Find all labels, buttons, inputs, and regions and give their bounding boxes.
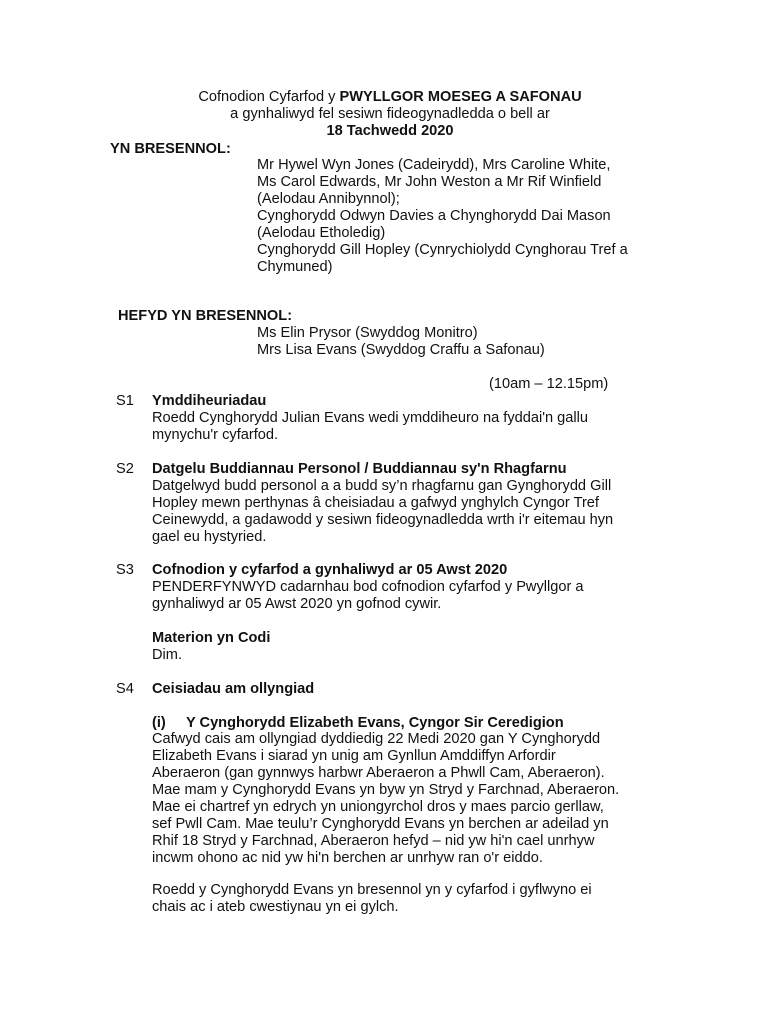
section-heading-s3: Cofnodion y cyfarfod a gynhaliwyd ar 05 Awst 2020 <box>152 562 508 578</box>
also-present-label: HEFYD YN BRESENNOL: <box>118 308 293 324</box>
document-title <box>0 89 770 106</box>
committee-name: PWYLLGOR MOESEG A SAFONAU <box>339 89 582 105</box>
present-list: Mr Hywel Wyn Jones (Cadeirydd), Mrs Caroline White, Ms Carol Edwards, Mr John Weston a Mr Rif Winfield (Aelodau Annibynnol); Cynghorydd Odwyn Davies a Chynghorydd Dai Mason (Aelodau Etholedig) Cynghorydd Gill Hopley (Cynrychiolydd Cynghorau Tref a Chymuned) <box>257 157 628 275</box>
meeting-format: a gynhaliwyd fel sesiwn fideogynadledda o bell ar <box>230 106 550 122</box>
section-heading-s2: Datgelu Buddiannau Personol / Buddiannau sy'n Rhagfarnu <box>152 461 567 477</box>
section-body-s3: PENDERFYNWYD cadarnhau bod cofnodion cyfarfod y Pwyllgor a gynhaliwyd ar 05 Awst 2020 yn gofnod cywir. <box>152 579 584 612</box>
also-present-list: Ms Elin Prysor (Swyddog Monitro) Mrs Lisa Evans (Swyddog Craffu a Safonau) <box>257 325 545 358</box>
section-number-s2: S2 <box>116 461 134 477</box>
meeting-time: (10am – 12.15pm) <box>489 376 609 392</box>
item-body-i: Cafwyd cais am ollyngiad dyddiedig 22 Medi 2020 gan Y Cynghorydd Elizabeth Evans i siarad yn unig am Gynllun Amddiffyn Arfordir Aberaeron (gan gynnwys harbwr Aberaeron a Phwll Cam, Aberaeron). Mae mam y Cynghorydd Evans yn byw yn Stryd y Farchnad, Aberaeron. Mae ei chartref yn edrych yn uniongyrchol dros y maes parcio gerllaw, sef Pwll Cam. Mae teulu’r Cynghorydd Evans yn berchen ar adeilad yn Rhif 18 Stryd y Farchnad, Aberaeron hefyd – nid yw hi'n cael unrhyw incwm ohono ac nid yw hi'n berchen ar unrhyw ran o'r eiddo. <box>152 731 620 866</box>
section-number-s3: S3 <box>116 562 134 578</box>
item-final-paragraph: Roedd y Cynghorydd Evans yn bresennol yn y cyfarfod i gyflwyno ei chais ac i ateb cwestiynau yn ei gylch. <box>152 882 592 915</box>
meeting-date: 18 Tachwedd 2020 <box>326 123 454 139</box>
present-label: YN BRESENNOL: <box>110 141 231 157</box>
section-number-s1: S1 <box>116 393 134 409</box>
section-body-s1: Roedd Cynghorydd Julian Evans wedi ymddiheuro na fyddai'n gallu mynychu'r cyfarfod. <box>152 410 589 443</box>
title-prefix: Cofnodion Cyfarfod y <box>198 89 340 105</box>
matters-arising-body: Dim. <box>152 647 182 663</box>
section-number-s4: S4 <box>116 681 134 697</box>
item-number-i: (i) <box>152 715 166 731</box>
item-heading-i: Y Cynghorydd Elizabeth Evans, Cyngor Sir Ceredigion <box>186 715 564 731</box>
section-heading-s1: Ymddiheuriadau <box>152 393 267 409</box>
section-body-s2: Datgelwyd budd personol a a budd sy’n rhagfarnu gan Gynghorydd Gill Hopley mewn perthynas â cheisiadau a gafwyd ynghylch Cyngor Tref Ceinewydd, a gadawodd y sesiwn fideogynadledda wrth i'r eitemau hyn gael eu hystyried. <box>152 478 614 545</box>
matters-arising-heading: Materion yn Codi <box>152 630 271 646</box>
section-heading-s4: Ceisiadau am ollyngiad <box>152 681 315 697</box>
